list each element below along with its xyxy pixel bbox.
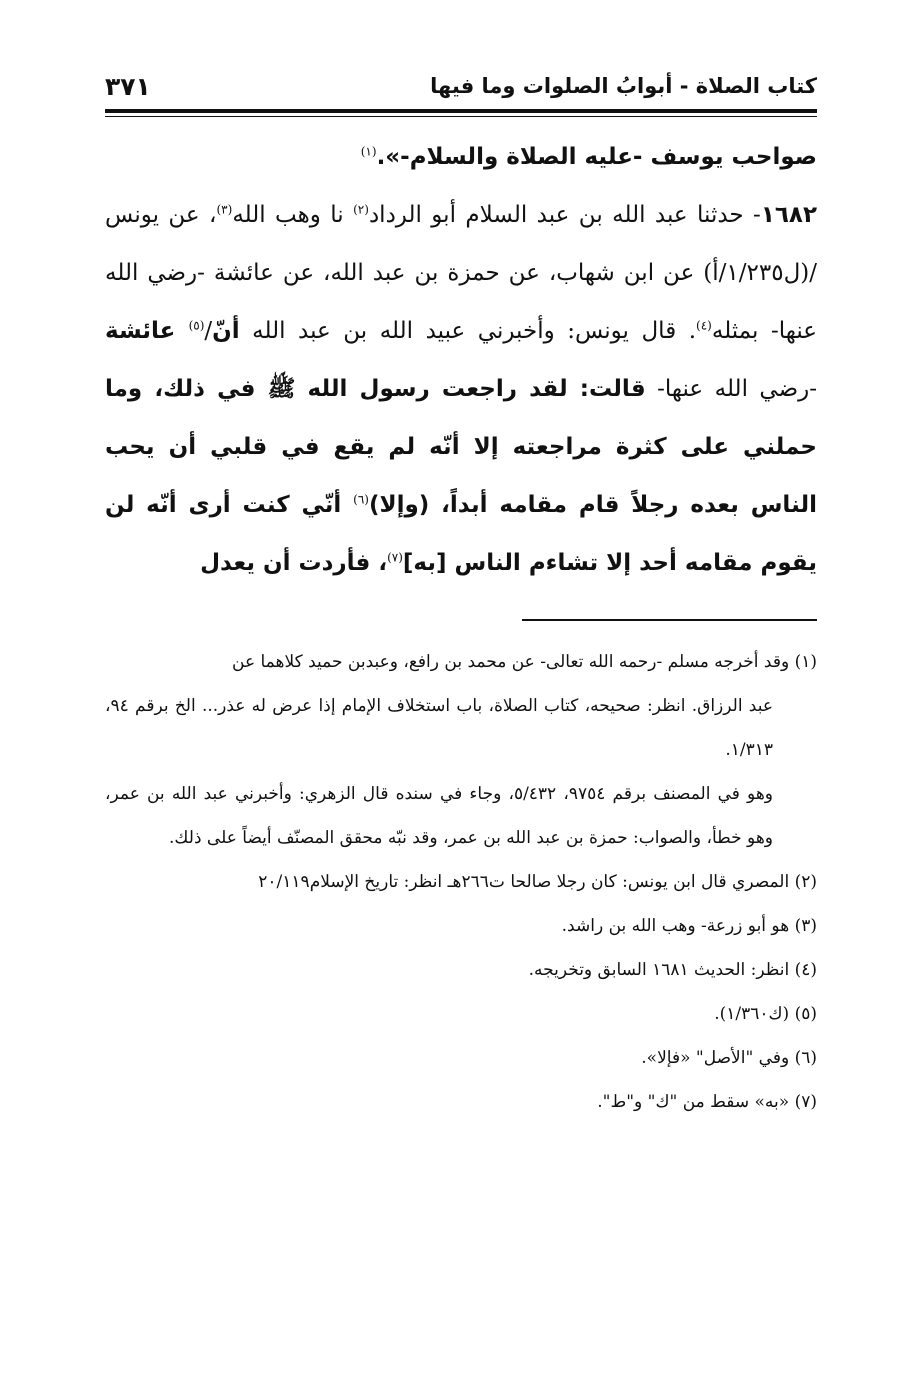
footnote-6: (٦) وفي "الأصل" «فإلا». — [641, 1048, 817, 1068]
hadith-number: ١٦٨٢ — [760, 202, 817, 228]
matn-text: عائشة — [105, 318, 189, 344]
page-header — [105, 72, 817, 108]
isnad-text: نا وهب الله — [232, 202, 354, 228]
matn-text: ، فأردت أن يعدل — [200, 550, 388, 576]
footnote-separator — [522, 619, 817, 621]
footnote-2: (٢) المصري قال ابن يونس: كان رجلا صالحا ت٢٦٦هـ انظر: تاريخ الإسلام٢٠/١١٩ — [258, 872, 817, 892]
isnad-text: ، عن يونس /(ل١/٢٣٥/أ) عن ابن شهاب، عن حمزة بن عبد الله، عن عائشة -رضي الله عنها- بمثله — [105, 202, 818, 344]
footnote-marker: (٥) — [188, 318, 205, 333]
matn-text: أنّ — [212, 318, 240, 344]
footnote-4: (٤) انظر: الحديث ١٦٨١ السابق وتخريجه. — [528, 960, 817, 980]
paragraph-continuation — [105, 128, 817, 186]
footnote-1: (١) وقد أخرجه مسلم -رحمه الله تعالى- عن محمد بن رافع، وعبدبن حميد كلاهما عن — [232, 652, 817, 672]
main-text — [105, 128, 817, 592]
isnad-text: -رضي الله عنها- — [645, 376, 817, 402]
hadith-paragraph — [105, 186, 817, 592]
isnad-text: - حدثنا عبد الله بن عبد السلام أبو الرداد — [368, 202, 761, 228]
footnote-1-note: وهو في المصنف برقم ٩٧٥٤، ٥/٤٣٢، وجاء في سنده قال الزهري: وأخبرني عبد الله بن عمر، وهو خطأ، والصواب: حمزة بن عبد الله بن عمر، وقد نبّه محقق المصنّف أيضاً على ذلك. — [105, 784, 773, 848]
header-rule-thick — [105, 109, 817, 113]
running-title: كتاب الصلاة - أبوابُ الصلوات وما فيها — [430, 74, 817, 98]
footnotes — [105, 640, 817, 1124]
isnad-text: . قال يونس: وأخبرني عبيد الله بن عبد الله — [239, 318, 697, 344]
page-number: ٣٧١ — [105, 72, 151, 101]
footnote-1-continuation: عبد الرزاق. انظر: صحيحه، كتاب الصلاة، باب استخلاف الإمام إذا عرض له عذر... الخ برقم ٩٤، ١/٣١٣. — [105, 696, 773, 760]
isnad-text: / — [204, 318, 213, 344]
footnote-marker: (٧) — [387, 550, 403, 565]
footnote-marker: (٢) — [353, 202, 369, 217]
header-rule-thin — [105, 116, 817, 117]
footnote-marker: (٤) — [696, 318, 712, 333]
footnote-marker: (١) — [360, 144, 377, 159]
paragraph-text: صواحب يوسف -عليه الصلاة والسلام-». — [376, 144, 817, 170]
footnote-marker: (٦) — [353, 492, 369, 507]
footnote-3: (٣) هو أبو زرعة- وهب الله بن راشد. — [561, 916, 817, 936]
matn-text: أنّي كنت أرى أنّه لن يقوم مقامه أحد إلا تشاءم الناس [به] — [105, 492, 817, 576]
matn-text: قالت: لقد راجعت رسول الله ﷺ في ذلك، وما حملني على كثرة مراجعته إلا أنّه لم يقع في قلبي أن يحب الناس بعده رجلاً قام مقامه أبداً، (وإلا) — [105, 376, 817, 518]
footnote-7: (٧) «به» سقط من "ك" و"ط". — [597, 1092, 817, 1112]
footnote-marker: (٣) — [216, 202, 233, 217]
footnote-5: (٥) (ك١/٣٦٠). — [714, 1004, 817, 1024]
